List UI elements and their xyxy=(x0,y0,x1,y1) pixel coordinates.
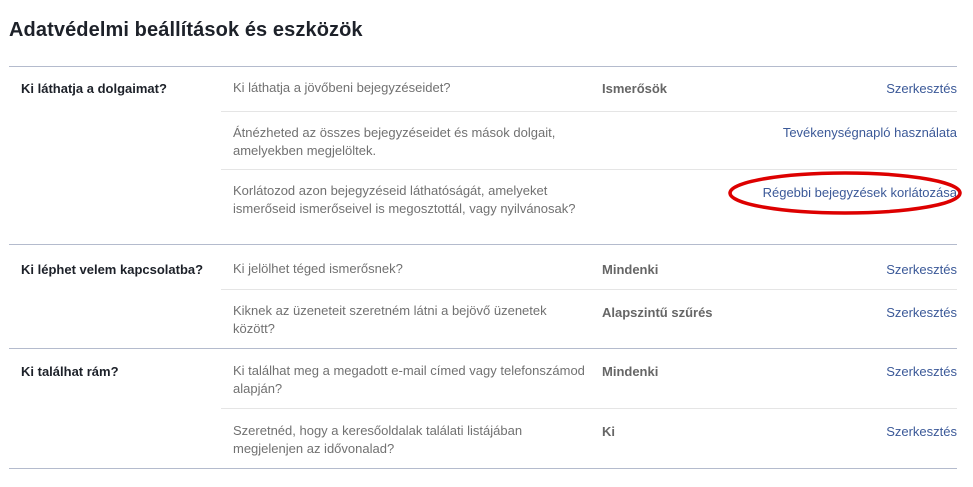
setting-row xyxy=(221,349,957,408)
limit-past-posts-link[interactable]: Régebbi bejegyzések korlátozása xyxy=(762,185,957,200)
setting-row xyxy=(221,111,957,170)
setting-value: Alapszintű szűrés xyxy=(602,305,713,320)
section-label: Ki léphet velem kapcsolatba? xyxy=(21,262,204,277)
setting-question: Szeretnéd, hogy a keresőoldalak találati listájában megjelenjen az idővonalad? xyxy=(233,423,523,456)
setting-question: Ki jelölhet téged ismerősnek? xyxy=(233,261,403,276)
edit-lookup-link[interactable]: Szerkesztés xyxy=(886,364,957,379)
edit-search-engine-link[interactable]: Szerkesztés xyxy=(886,424,957,439)
edit-friend-requests-link[interactable]: Szerkesztés xyxy=(886,262,957,277)
edit-future-posts-link[interactable]: Szerkesztés xyxy=(886,81,957,96)
setting-row xyxy=(221,289,957,350)
edit-message-filter-link[interactable]: Szerkesztés xyxy=(886,305,957,320)
setting-value: Ki xyxy=(602,424,615,439)
setting-question: Átnézheted az összes bejegyzéseidet és mások dolgait, amelyekben megjelöltek. xyxy=(233,125,556,158)
section-who-can-find xyxy=(9,348,957,469)
bottom-divider xyxy=(9,468,957,469)
setting-row xyxy=(221,408,957,470)
activity-log-link[interactable]: Tevékenységnapló használata xyxy=(782,125,957,140)
setting-row xyxy=(221,67,957,111)
section-who-can-contact xyxy=(9,244,957,349)
page-title: Adatvédelmi beállítások és eszközök xyxy=(9,19,363,41)
setting-value: Mindenki xyxy=(602,364,659,379)
setting-question: Korlátozod azon bejegyzéseid láthatóságát, amelyeket ismerőseid ismerőseivel is megosztottál, vagy nyilvánosak? xyxy=(233,183,576,216)
setting-question: Kiknek az üzeneteit szeretném látni a bejövő üzenetek között? xyxy=(233,303,547,336)
setting-question: Ki láthatja a jövőbeni bejegyzéseidet? xyxy=(233,80,451,95)
setting-question: Ki találhat meg a megadott e-mail címed vagy telefonszámod alapján? xyxy=(233,363,585,396)
setting-row xyxy=(221,245,957,289)
section-label: Ki láthatja a dolgaimat? xyxy=(21,81,167,96)
highlight-ellipse-annotation xyxy=(725,168,965,218)
section-label: Ki találhat rám? xyxy=(21,364,119,379)
setting-value: Ismerősök xyxy=(602,81,668,96)
setting-value: Mindenki xyxy=(602,262,659,277)
